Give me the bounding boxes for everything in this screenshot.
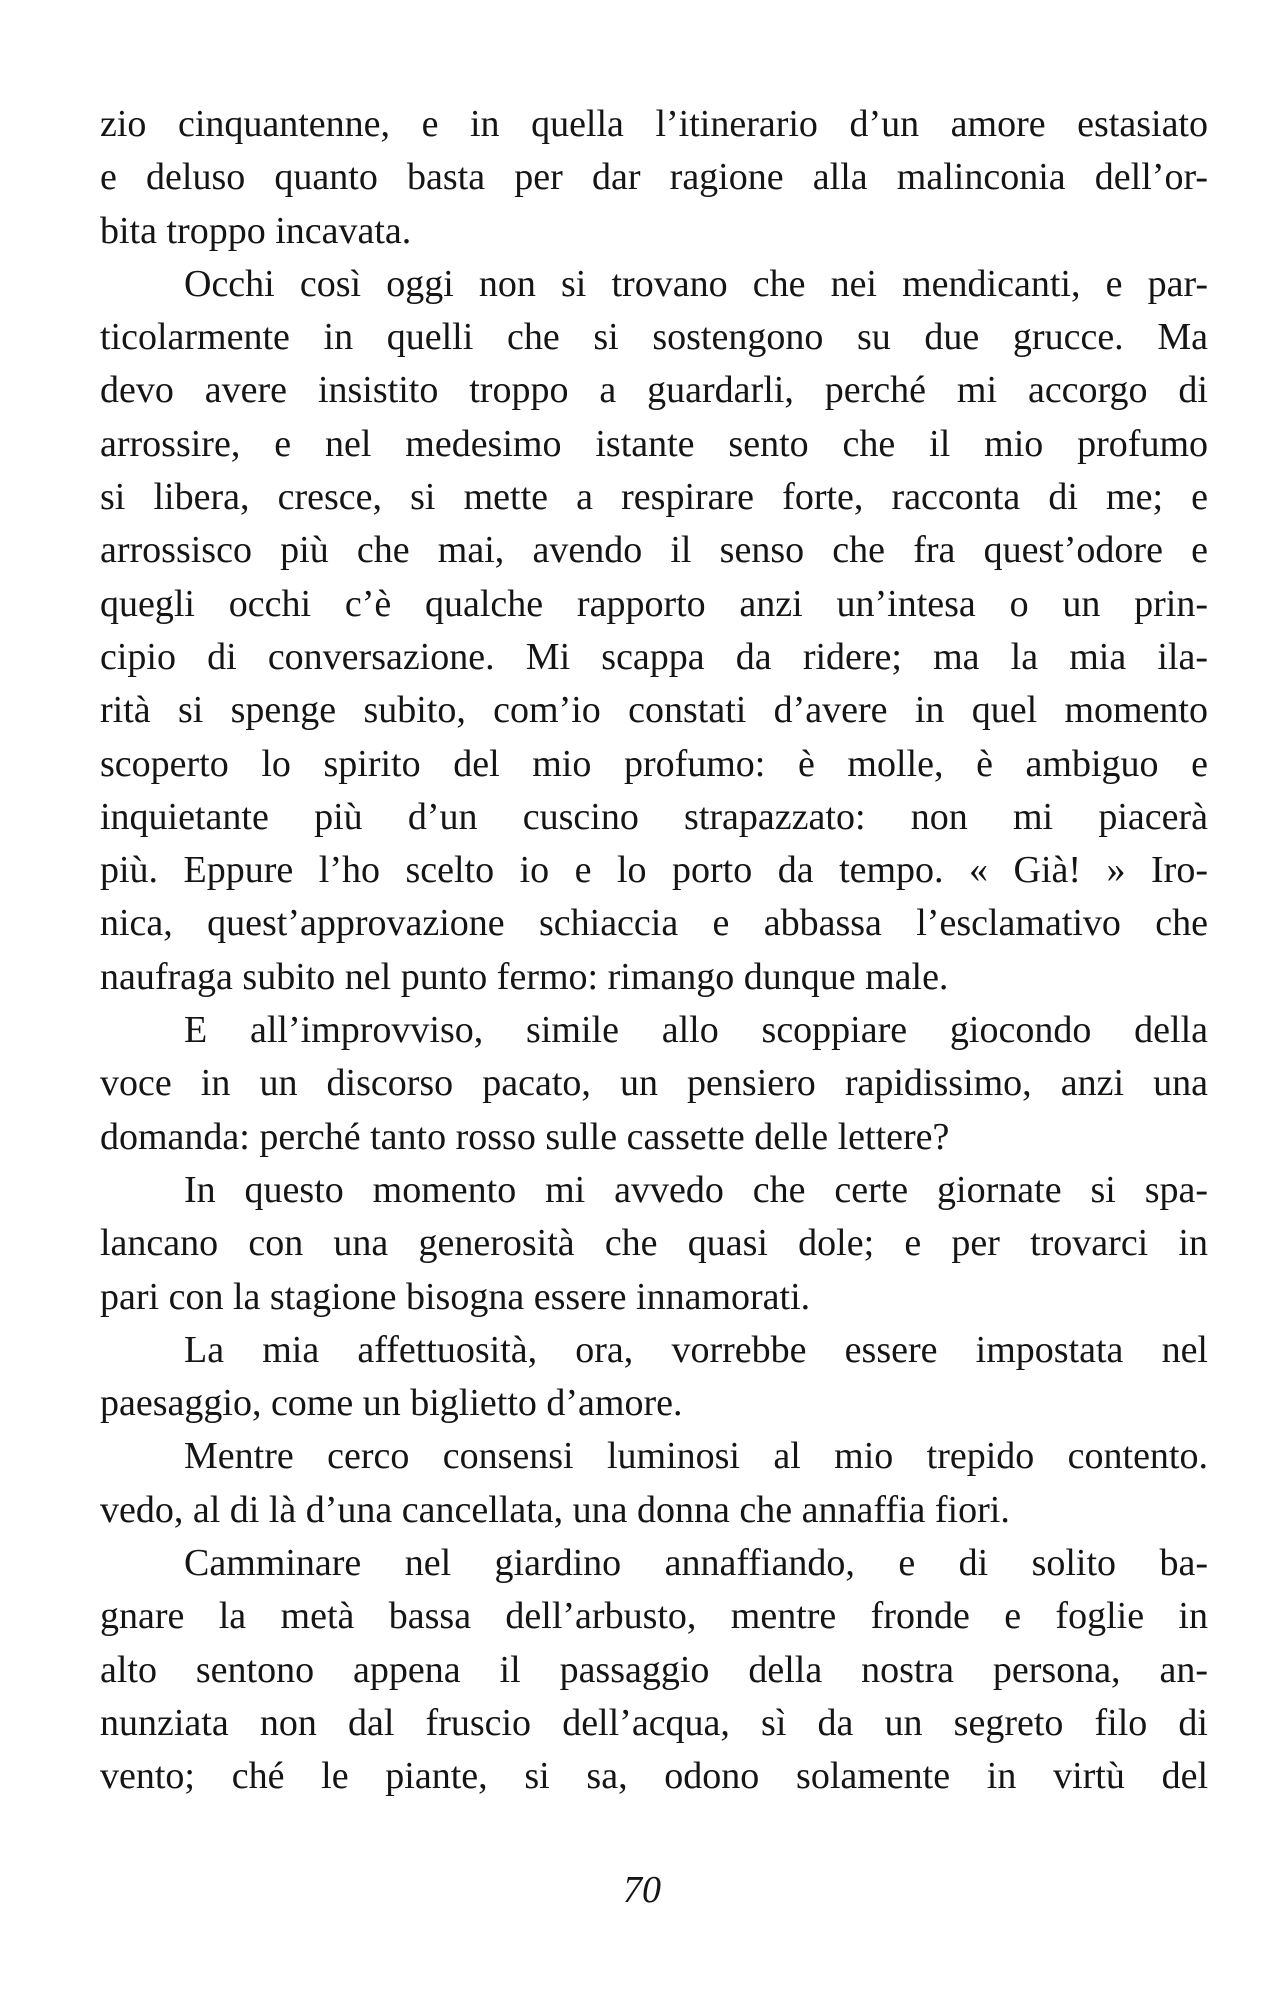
text-line: e deluso quanto basta per dar ragione alla malinconia dell’or- <box>100 156 1208 199</box>
text-line: Mentre cerco consensi luminosi al mio trepido contento. <box>184 1435 1208 1478</box>
text-line: domanda: perché tanto rosso sulle cassette delle lettere? <box>100 1115 950 1158</box>
text-line: lancano con una generosità che quasi dole; e per trovarci in <box>100 1222 1208 1265</box>
text-line: cipio di conversazione. Mi scappa da ridere; ma la mia ila- <box>100 635 1208 678</box>
text-line: naufraga subito nel punto fermo: rimango dunque male. <box>100 955 949 998</box>
text-line: si libera, cresce, si mette a respirare forte, racconta di me; e <box>100 476 1208 519</box>
text-line: vedo, al di là d’una cancellata, una donna che annaffia fiori. <box>100 1488 1010 1531</box>
text-line: ticolarmente in quelli che si sostengono su due grucce. Ma <box>100 316 1208 359</box>
text-line: nica, quest’approvazione schiaccia e abbassa l’esclamativo che <box>100 902 1208 945</box>
text-line: In questo momento mi avvedo che certe giornate si spa- <box>184 1168 1208 1211</box>
text-line: pari con la stagione bisogna essere innamorati. <box>100 1275 811 1318</box>
text-line: paesaggio, come un biglietto d’amore. <box>100 1382 683 1425</box>
body-text <box>100 98 1208 1804</box>
text-line: più. Eppure l’ho scelto io e lo porto da tempo. « Già! » Iro- <box>100 849 1208 892</box>
text-line: arrossire, e nel medesimo istante sento che il mio profumo <box>100 422 1208 465</box>
text-line: quegli occhi c’è qualche rapporto anzi un’intesa o un prin- <box>100 582 1208 625</box>
text-line: bita troppo incavata. <box>100 209 412 252</box>
text-line: nunziata non dal fruscio dell’acqua, sì da un segreto filo di <box>100 1701 1208 1744</box>
text-line: voce in un discorso pacato, un pensiero rapidissimo, anzi una <box>100 1062 1208 1105</box>
text-line: arrossisco più che mai, avendo il senso che fra quest’odore e <box>100 529 1208 572</box>
text-line: scoperto lo spirito del mio profumo: è molle, è ambiguo e <box>100 742 1208 785</box>
text-line: inquietante più d’un cuscino strapazzato: non mi piacerà <box>100 795 1208 838</box>
text-line: zio cinquantenne, e in quella l’itinerario d’un amore estasiato <box>100 103 1208 145</box>
page-number: 70 <box>623 1869 661 1911</box>
text-line: vento; ché le piante, si sa, odono solamente in virtù del <box>100 1755 1208 1798</box>
text-line: La mia affettuosità, ora, vorrebbe essere impostata nel <box>184 1328 1208 1371</box>
text-line: Camminare nel giardino annaffiando, e di solito ba- <box>184 1542 1208 1585</box>
text-line: E all’improvviso, simile allo scoppiare giocondo della <box>184 1009 1208 1052</box>
text-line: devo avere insistito troppo a guardarli, perché mi accorgo di <box>100 369 1208 412</box>
text-line: rità si spenge subito, com’io constati d’avere in quel momento <box>100 689 1208 732</box>
text-line: Occhi così oggi non si trovano che nei mendicanti, e par- <box>184 262 1208 305</box>
text-line: gnare la metà bassa dell’arbusto, mentre fronde e foglie in <box>100 1595 1208 1638</box>
text-line: alto sentono appena il passaggio della nostra persona, an- <box>100 1648 1208 1691</box>
